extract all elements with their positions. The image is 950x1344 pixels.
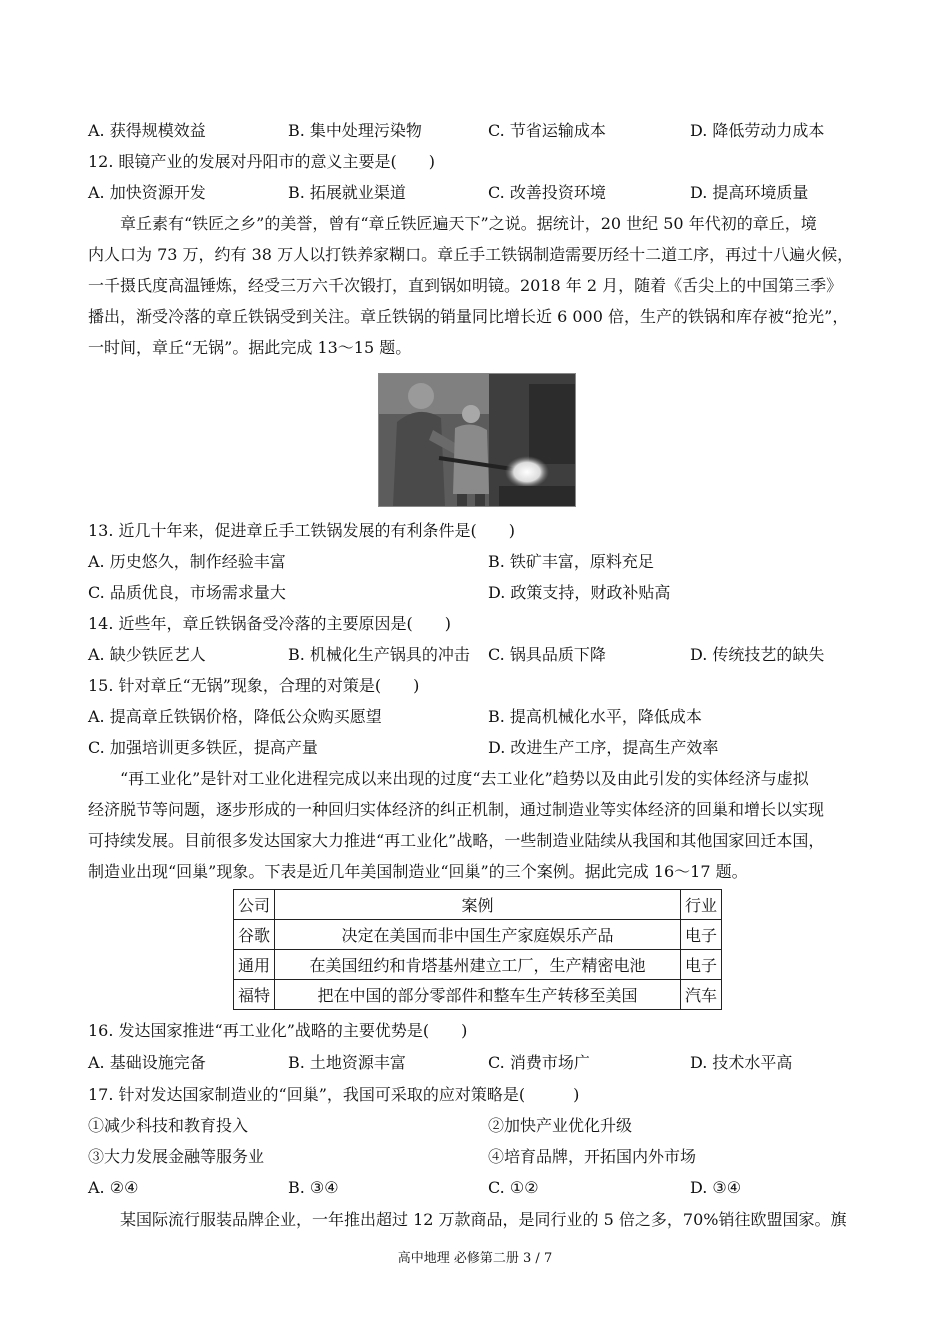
passage-line: “再工业化”是针对工业化进程完成以来出现的过度“去工业化”趋势以及由此引发的实体经济与虚拟	[120, 769, 809, 788]
q15-option-c: C. 加强培训更多铁匠，提高产量	[88, 738, 318, 757]
table-row	[234, 950, 722, 980]
q11-option-b: B. 集中处理污染物	[288, 121, 422, 140]
q12-option-d: D. 提高环境质量	[690, 183, 809, 202]
q16-option-c: C. 消费市场广	[488, 1053, 590, 1072]
passage-line: 一时间，章丘“无锅”。据此完成 13～15 题。	[88, 338, 412, 357]
table-header-cell: 公司	[234, 890, 275, 920]
q14-option-d: D. 传统技艺的缺失	[690, 645, 825, 664]
table-cell: 通用	[234, 950, 275, 980]
q13-option-b: B. 铁矿丰富，原料充足	[488, 552, 654, 571]
passage-line: 制造业出现“回巢”现象。下表是近几年美国制造业“回巢”的三个案例。据此完成 16～17 题。	[88, 862, 748, 881]
table-header-row	[234, 890, 722, 920]
table-cell: 汽车	[681, 980, 722, 1010]
q11-option-a: A. 获得规模效益	[88, 121, 206, 140]
q11-option-c: C. 节省运输成本	[488, 121, 606, 140]
table-row	[234, 980, 722, 1010]
q11-option-d: D. 降低劳动力成本	[690, 121, 825, 140]
passage-line: 内人口为 73 万，约有 38 万人以打铁养家糊口。章丘手工铁锅制造需要历经十二道工序，再过十八遍火候，	[88, 245, 854, 264]
passage-line: 经济脱节等问题，逐步形成的一种回归实体经济的纠正机制，通过制造业等实体经济的回巢和增长以实现	[88, 800, 825, 819]
q16-option-a: A. 基础设施完备	[88, 1053, 206, 1072]
q17-item-1: ①减少科技和教育投入	[88, 1116, 249, 1135]
table-cell: 谷歌	[234, 920, 275, 950]
q12-option-a: A. 加快资源开发	[88, 183, 206, 202]
q13-option-d: D. 政策支持，财政补贴高	[488, 583, 671, 602]
q14-option-a: A. 缺少铁匠艺人	[88, 645, 206, 664]
passage-line: 一千摄氏度高温锤炼，经受三万六千次锻打，直到锅如明镜。2018 年 2 月，随着《舌尖上的中国第三季》	[88, 276, 843, 295]
q14-option-c: C. 锅具品质下降	[488, 645, 606, 664]
q15-stem: 15. 针对章丘“无锅”现象，合理的对策是( )	[88, 676, 420, 695]
passage-line: 播出，渐受冷落的章丘铁锅受到关注。章丘铁锅的销量同比增长近 6 000 倍，生产的铁锅和库存被“抢光”，	[88, 307, 849, 326]
table-cell: 电子	[681, 920, 722, 950]
table-header-cell: 案例	[275, 890, 681, 920]
q12-stem: 12. 眼镜产业的发展对丹阳市的意义主要是( )	[88, 152, 436, 171]
q17-item-4: ④培育品牌，开拓国内外市场	[488, 1147, 697, 1166]
q14-option-b: B. 机械化生产锅具的冲击	[288, 645, 470, 664]
table-cell: 在美国纽约和肯塔基州建立工厂，生产精密电池	[275, 950, 681, 980]
q15-option-d: D. 改进生产工序，提高生产效率	[488, 738, 719, 757]
q14-stem: 14. 近些年，章丘铁锅备受冷落的主要原因是( )	[88, 614, 452, 633]
table-cell: 电子	[681, 950, 722, 980]
q16-stem: 16. 发达国家推进“再工业化”战略的主要优势是( )	[88, 1021, 468, 1040]
passage-line: 章丘素有“铁匠之乡”的美誉，曾有“章丘铁匠遍天下”之说。据统计，20 世纪 50 年代初的章丘，境	[120, 214, 817, 233]
q17-item-3: ③大力发展金融等服务业	[88, 1147, 265, 1166]
q15-option-b: B. 提高机械化水平，降低成本	[488, 707, 702, 726]
table-cell: 决定在美国而非中国生产家庭娱乐产品	[275, 920, 681, 950]
q17-option-b: B. ③④	[288, 1178, 339, 1197]
q17-option-a: A. ②④	[88, 1178, 139, 1197]
reshoring-cases-table	[233, 889, 722, 1010]
passage-line: 可持续发展。目前很多发达国家大力推进“再工业化”战略，一些制造业陆续从我国和其他国家回迁本国，	[88, 831, 825, 850]
table-cell: 福特	[234, 980, 275, 1010]
q12-option-c: C. 改善投资环境	[488, 183, 606, 202]
table-row	[234, 920, 722, 950]
q13-option-a: A. 历史悠久，制作经验丰富	[88, 552, 286, 571]
q16-option-d: D. 技术水平高	[690, 1053, 793, 1072]
q16-option-b: B. 土地资源丰富	[288, 1053, 406, 1072]
passage-fashion-brand: 某国际流行服装品牌企业，一年推出超过 12 万款商品，是同行业的 5 倍之多，70%销往欧盟国家。旗	[120, 1210, 847, 1229]
q15-option-a: A. 提高章丘铁锅价格，降低公众购买愿望	[88, 707, 382, 726]
q17-option-d: D. ③④	[690, 1178, 742, 1197]
q17-option-c: C. ①②	[488, 1178, 539, 1197]
q13-option-c: C. 品质优良，市场需求量大	[88, 583, 286, 602]
q17-item-2: ②加快产业优化升级	[488, 1116, 633, 1135]
page-footer: 高中地理 必修第二册 3 / 7	[397, 1251, 553, 1266]
q12-option-b: B. 拓展就业渠道	[288, 183, 406, 202]
table-header-cell: 行业	[681, 890, 722, 920]
blacksmith-photo	[378, 373, 576, 507]
q13-stem: 13. 近几十年来，促进章丘手工铁锅发展的有利条件是( )	[88, 521, 516, 540]
table-cell: 把在中国的部分零部件和整车生产转移至美国	[275, 980, 681, 1010]
q17-stem: 17. 针对发达国家制造业的“回巢”，我国可采取的应对策略是( )	[88, 1085, 580, 1104]
